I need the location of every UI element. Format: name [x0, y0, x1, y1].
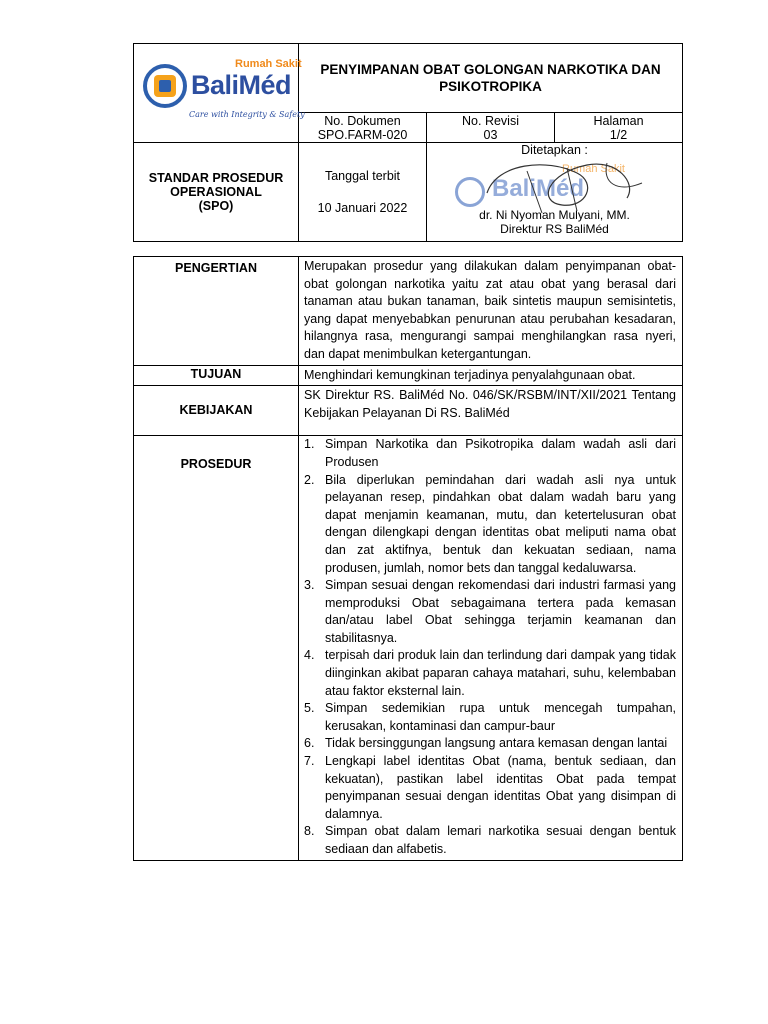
signer-name: dr. Ni Nyoman Mulyani, MM.: [479, 208, 630, 222]
section-tujuan: [134, 365, 683, 386]
approved-label: Ditetapkan :: [521, 143, 588, 157]
stamp-prefix: Rumah Sakit: [562, 163, 625, 175]
document-title: PENYIMPANAN OBAT GOLONGAN NARKOTIKA DAN PSIKOTROPIKA: [299, 44, 683, 113]
approval-cell: [427, 143, 683, 242]
section-text: Merupakan prosedur yang dilakukan dalam penyimpanan obat-obat golongan narkotika yaitu zat atau obat yang berasal dari tanaman atau bukan tanaman, baik sintetis maupun semisintetis, yang dapat menyebabkan penurunan atau perubahan kesadaran, hilangnya rasa, mengurangi sampai menghilangkan rasa nyeri, dan dapat menimbulkan ketergantungan.: [299, 257, 683, 366]
page-cell: [555, 113, 683, 143]
section-label: KEBIJAKAN: [134, 386, 299, 436]
list-item: 2. Bila diperlukan pemindahan dari wadah asli nya untuk pelayanan resep, pindahkan obat dalam wadah baru yang dapat menjamin keamanan, mutu, dan ketertelusuran obat dengan dilengkapi dengan identitas obat meliputi nama obat dan zat aktifnya, bentuk dan kekuatan sediaan, nama produsen, jumlah, nomor bets dan tanggal kedaluwarsa.: [304, 472, 676, 575]
list-item: 1. Simpan Narkotika dan Psikotropika dalam wadah asli dari Produsen: [304, 437, 676, 469]
spo-line-3: (SPO): [198, 199, 234, 213]
logo-brand: BaliMéd: [191, 70, 292, 100]
list-item: 7. Lengkapi label identitas Obat (nama, bentuk sediaan, dan kekuatan), pastikan label identitas Obat pada tempat penyimpanan sesuai dengan identitas Obat yang disimpan di dalamnya.: [304, 754, 676, 821]
signature-icon: [467, 153, 657, 228]
section-pengertian: [134, 257, 683, 366]
list-item: 5. Simpan sedemikian rupa untuk mencegah tumpahan, kerusakan, kontaminasi dan campur-baur: [304, 701, 676, 733]
issued-date-cell: [299, 143, 427, 242]
section-label: PENGERTIAN: [134, 257, 299, 366]
list-item: 3. Simpan sesuai dengan rekomendasi dari industri farmasi yang memproduksi Obat sebagaimana tertera pada kemasan dan/atau label Obat sehingga terjamin keamanan dan stabilitasnya.: [304, 578, 676, 645]
logo-cell: [134, 44, 305, 143]
list-item: 8. Simpan obat dalam lemari narkotika sesuai dengan bentuk sediaan dan alfabetis.: [304, 824, 676, 856]
issued-label: Tanggal terbit: [324, 169, 401, 183]
signer-title: Direktur RS BaliMéd: [500, 222, 609, 236]
hospital-logo: [143, 58, 305, 128]
revision-cell: [427, 113, 555, 143]
page-number: 1/2: [609, 127, 628, 142]
doc-number: SPO.FARM-020: [317, 127, 408, 142]
issued-date: 10 Januari 2022: [317, 201, 408, 215]
list-item: 6. Tidak bersinggungan langsung antara kemasan dengan lantai: [304, 736, 668, 751]
procedure-steps-cell: [299, 436, 683, 860]
page-label: Halaman: [593, 113, 644, 128]
spo-line-2: OPERASIONAL: [170, 185, 262, 199]
procedure-table: [133, 256, 683, 861]
doc-number-label: No. Dokumen: [324, 113, 401, 128]
section-label: PROSEDUR: [134, 436, 299, 860]
list-item: 4. terpisah dari produk lain dan terlindung dari dampak yang tidak diinginkan akibat paparan cahaya matahari, suhu, kelembaban atau faktor eksternal lain.: [304, 648, 676, 698]
section-text: Menghindari kemungkinan terjadinya penyalahgunaan obat.: [299, 365, 683, 386]
spo-line-1: STANDAR PROSEDUR: [148, 171, 284, 185]
revision-number: 03: [483, 127, 498, 142]
section-prosedur: [134, 436, 683, 860]
section-label: TUJUAN: [134, 365, 299, 386]
section-text: SK Direktur RS. BaliMéd No. 046/SK/RSBM/INT/XII/2021 Tentang Kebijakan Pelayanan Di RS. BaliMéd: [299, 386, 683, 436]
section-kebijakan: [134, 386, 683, 436]
spo-title-cell: [134, 143, 299, 242]
stamp-brand: BaliMéd: [492, 175, 585, 202]
logo-prefix: Rumah Sakit: [235, 58, 302, 70]
logo-tagline: Care with Integrity & Safety: [189, 110, 305, 119]
revision-label: No. Revisi: [462, 113, 519, 128]
procedure-steps: [304, 436, 676, 858]
doc-number-cell: [299, 113, 427, 143]
document-header: [133, 43, 683, 242]
